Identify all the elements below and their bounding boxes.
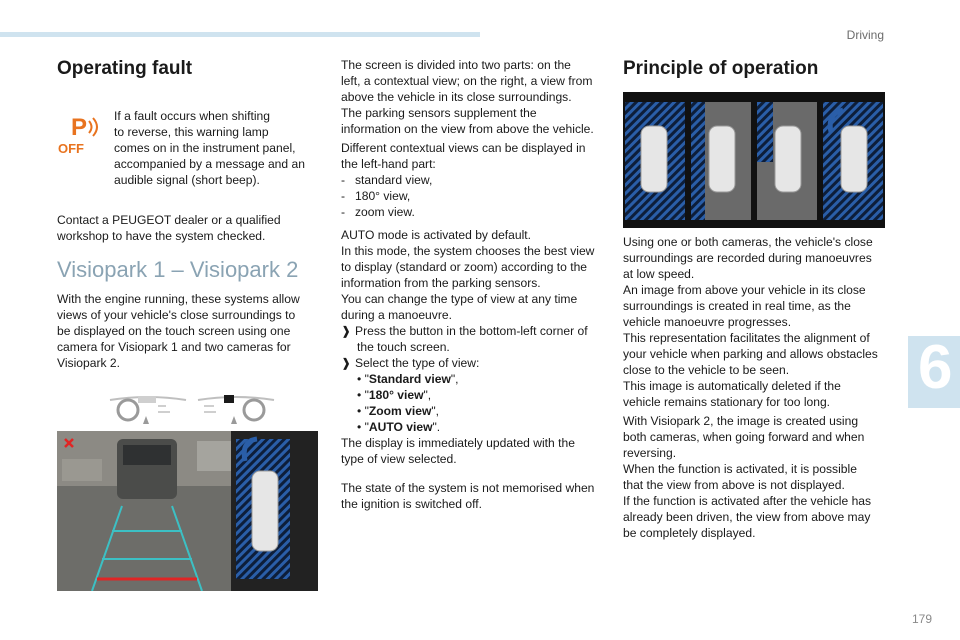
principle-title: Principle of operation	[623, 58, 819, 79]
top-accent-bar	[0, 32, 480, 37]
principle-text-1: Using one or both cameras, the vehicle's close surroundings are recorded during manoeuvres at low speed. An image from above your vehicle in its close surroundings is created in real time, as the vehicle manoeuvre progresses. This representation facilitates the alignment of your vehicle when parking and allows obstacles close to the vehicle to be seen. This image is automatically deleted if the vehicle remains stationary for too long.	[623, 235, 878, 409]
parking-fault-warning-icon	[57, 113, 105, 155]
screen-division-text: The screen is divided into two parts: on the left, a contextual view; on the right, a view from above the vehicle in its close surroundings. The parking sensors supplement the information on the view from above the vehicle.	[341, 58, 594, 136]
view-item: - 180° view,	[341, 189, 411, 203]
visiopark-intro: With the engine running, these systems allow views of your vehicle's close surroundings to be displayed on the touch screen using one camera for Visiopark 1 and two cameras for Visiopark 2.	[57, 292, 300, 370]
view-item: - standard view,	[341, 173, 433, 187]
memorised-state-text: The state of the system is not memorised when the ignition is switched off.	[341, 481, 595, 511]
lamp-description: If a fault occurs when shifting to reverse, this warning lamp comes on in the instrument panel, accompanied by a message and an audible signal (short beep).	[114, 109, 305, 187]
front-rear-camera-dashboard-icon	[196, 392, 276, 428]
chapter-number: 6	[918, 333, 953, 402]
contextual-views-text: Different contextual views can be displayed in the left-hand part: - standard view, - 180° view, - zoom view.	[341, 140, 606, 220]
section-label: Driving	[846, 28, 884, 42]
step-1: ❱ Press the button in the bottom-left corner of	[341, 324, 588, 338]
warning-letter: P	[71, 114, 88, 141]
visiopark-title: Visiopark 1 – Visiopark 2	[57, 257, 299, 282]
principle-text-2: With Visiopark 2, the image is created using both cameras, when going forward and when reversing. When the function is activated, it is possible that the view from above is not displayed. If the function is activated after the vehicle has already been driven, the view from above may be completely displayed.	[623, 414, 872, 540]
view-item: - zoom view.	[341, 205, 415, 219]
top-view-sequence-illustration	[623, 92, 885, 228]
rear-camera-dashboard-icon	[108, 392, 188, 428]
auto-mode-text: AUTO mode is activated by default. In this mode, the system chooses the best view to display (standard or zoom) according to the information from the parking sensors. You can change the type of view at any time during a manoeuvre. ❱ Press the button in the bottom-left corner of the touch screen. ❱ Select the type of view: • "Standard view", • "180° view", • "Zoom view", • "AUTO view". The display is immediately updated with the type of view selected.	[341, 227, 606, 467]
option-zoom: • "Zoom view",	[357, 404, 440, 418]
option-standard: • "Standard view",	[357, 372, 459, 386]
operating-fault-title: Operating fault	[57, 58, 193, 79]
touch-screen-camera-view	[57, 431, 318, 591]
option-auto: • "AUTO view".	[357, 420, 441, 434]
option-180: • "180° view",	[357, 388, 432, 402]
chapter-tab	[908, 333, 960, 408]
step-2: ❱ Select the type of view:	[341, 356, 480, 370]
page-number: 179	[912, 612, 933, 626]
warning-off-label: OFF	[58, 141, 84, 155]
contact-dealer-text: Contact a PEUGEOT dealer or a qualified workshop to have the system checked.	[57, 213, 281, 243]
